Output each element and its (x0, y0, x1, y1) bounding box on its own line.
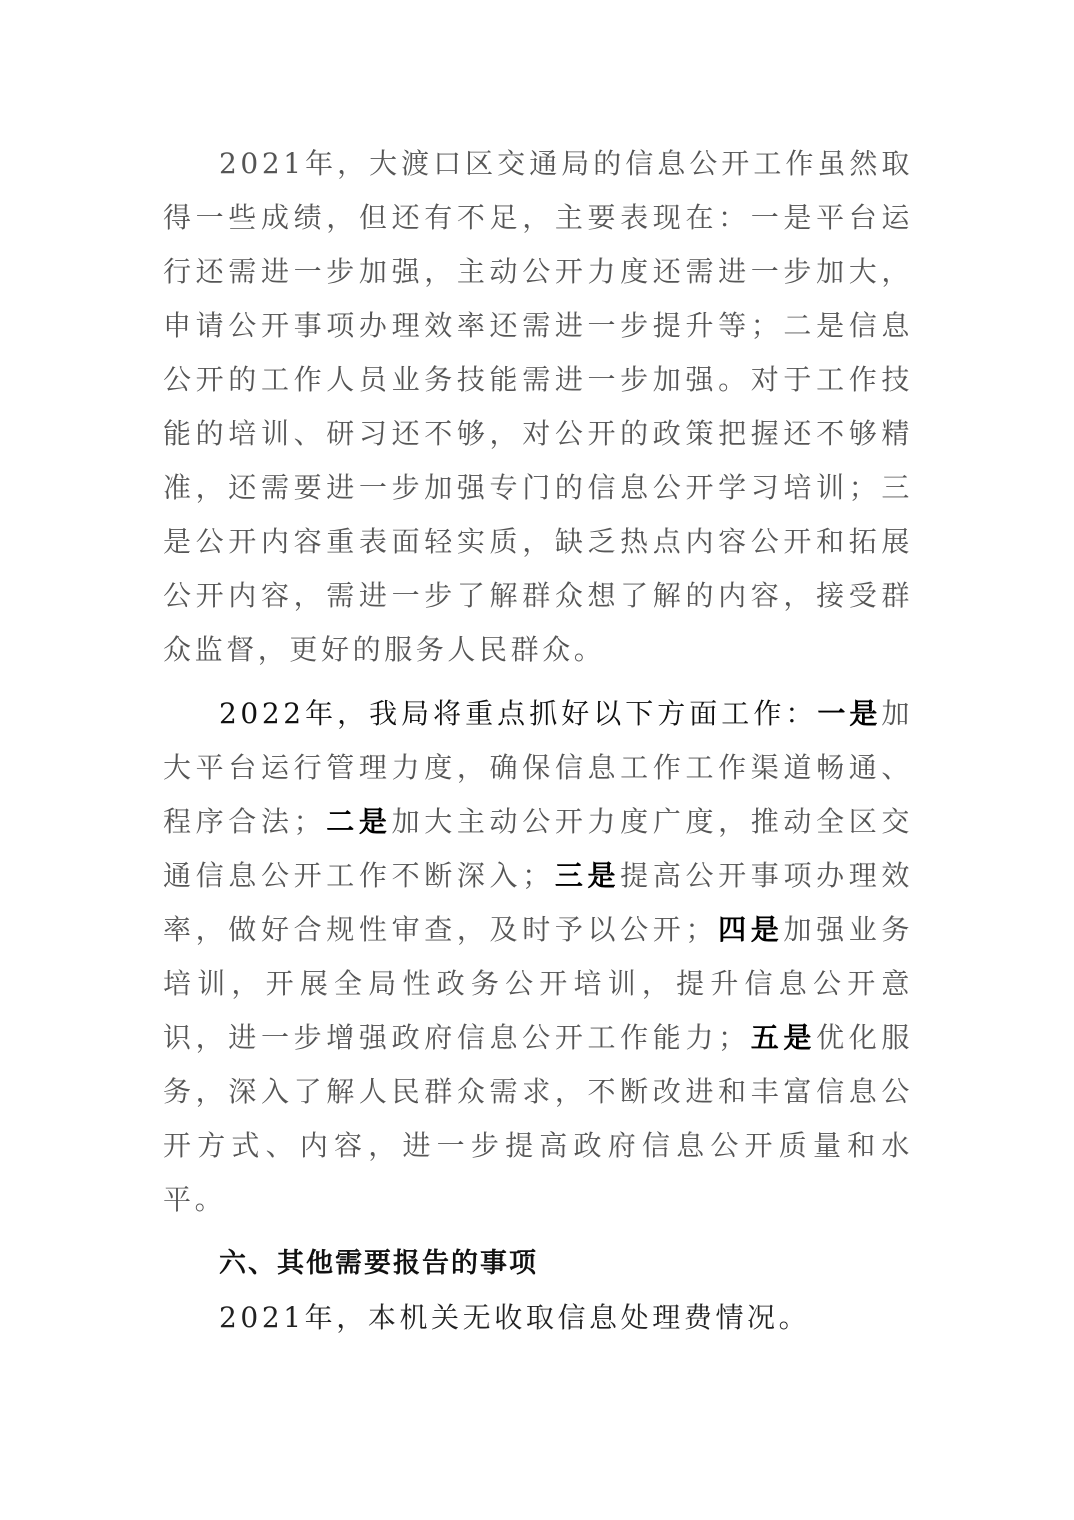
plan-item-5-text: 优化服务，深入了解人民群众需求，不断改进和丰富信息公开方式、内容，进一步提高政府信息公开质量和水平。 (163, 1021, 914, 1216)
section-6-heading: 六、其他需要报告的事项 (219, 1248, 538, 1279)
plan-item-3-label: 三是 (553, 859, 621, 892)
plan-intro: 2022年，我局将重点抓好以下方面工作： (219, 697, 818, 730)
plan-item-2-text: 加大主动公开力度广度，推动全区交通信息公开工作不断深入； (163, 805, 913, 892)
plan-item-4-label: 四是 (717, 913, 784, 946)
section-6-text: 2021年，本机关无收取信息处理费情况。 (219, 1301, 811, 1334)
plan-item-1-label: 一是 (817, 697, 882, 730)
plan-item-2-label: 二是 (325, 805, 392, 838)
document-body (163, 137, 913, 1355)
plan-item-3-text: 提高公开事项办理效率，做好合规性审查，及时予以公开； (163, 859, 914, 946)
plan-item-4-text: 加强业务培训，开展全局性政务公开培训，提升信息公开意识，进一步增强政府信息公开工作能力； (163, 913, 914, 1054)
plan-item-5-label: 五是 (749, 1021, 817, 1054)
paragraph-2022-plan (163, 687, 913, 1227)
plan-item-1-text: 加大平台运行管理力度，确保信息工作工作渠道畅通、程序合法； (163, 697, 914, 838)
paragraph-shortcomings: 2021年，大渡口区交通局的信息公开工作虽然取得一些成绩，但还有不足，主要表现在：一是平台运行还需进一步加强，主动公开力度还需进一步加大，申请公开事项办理效率还需进一步提升等；二是信息公开的工作人员业务技能需进一步加强。对于工作技能的培训、研习还不够，对公开的政策把握还不够精准，还需要进一步加强专门的信息公开学习培训；三是公开内容重表面轻实质，缺乏热点内容公开和拓展公开内容，需进一步了解群众想了解的内容，接受群众监督，更好的服务人民群众。 (163, 147, 913, 666)
